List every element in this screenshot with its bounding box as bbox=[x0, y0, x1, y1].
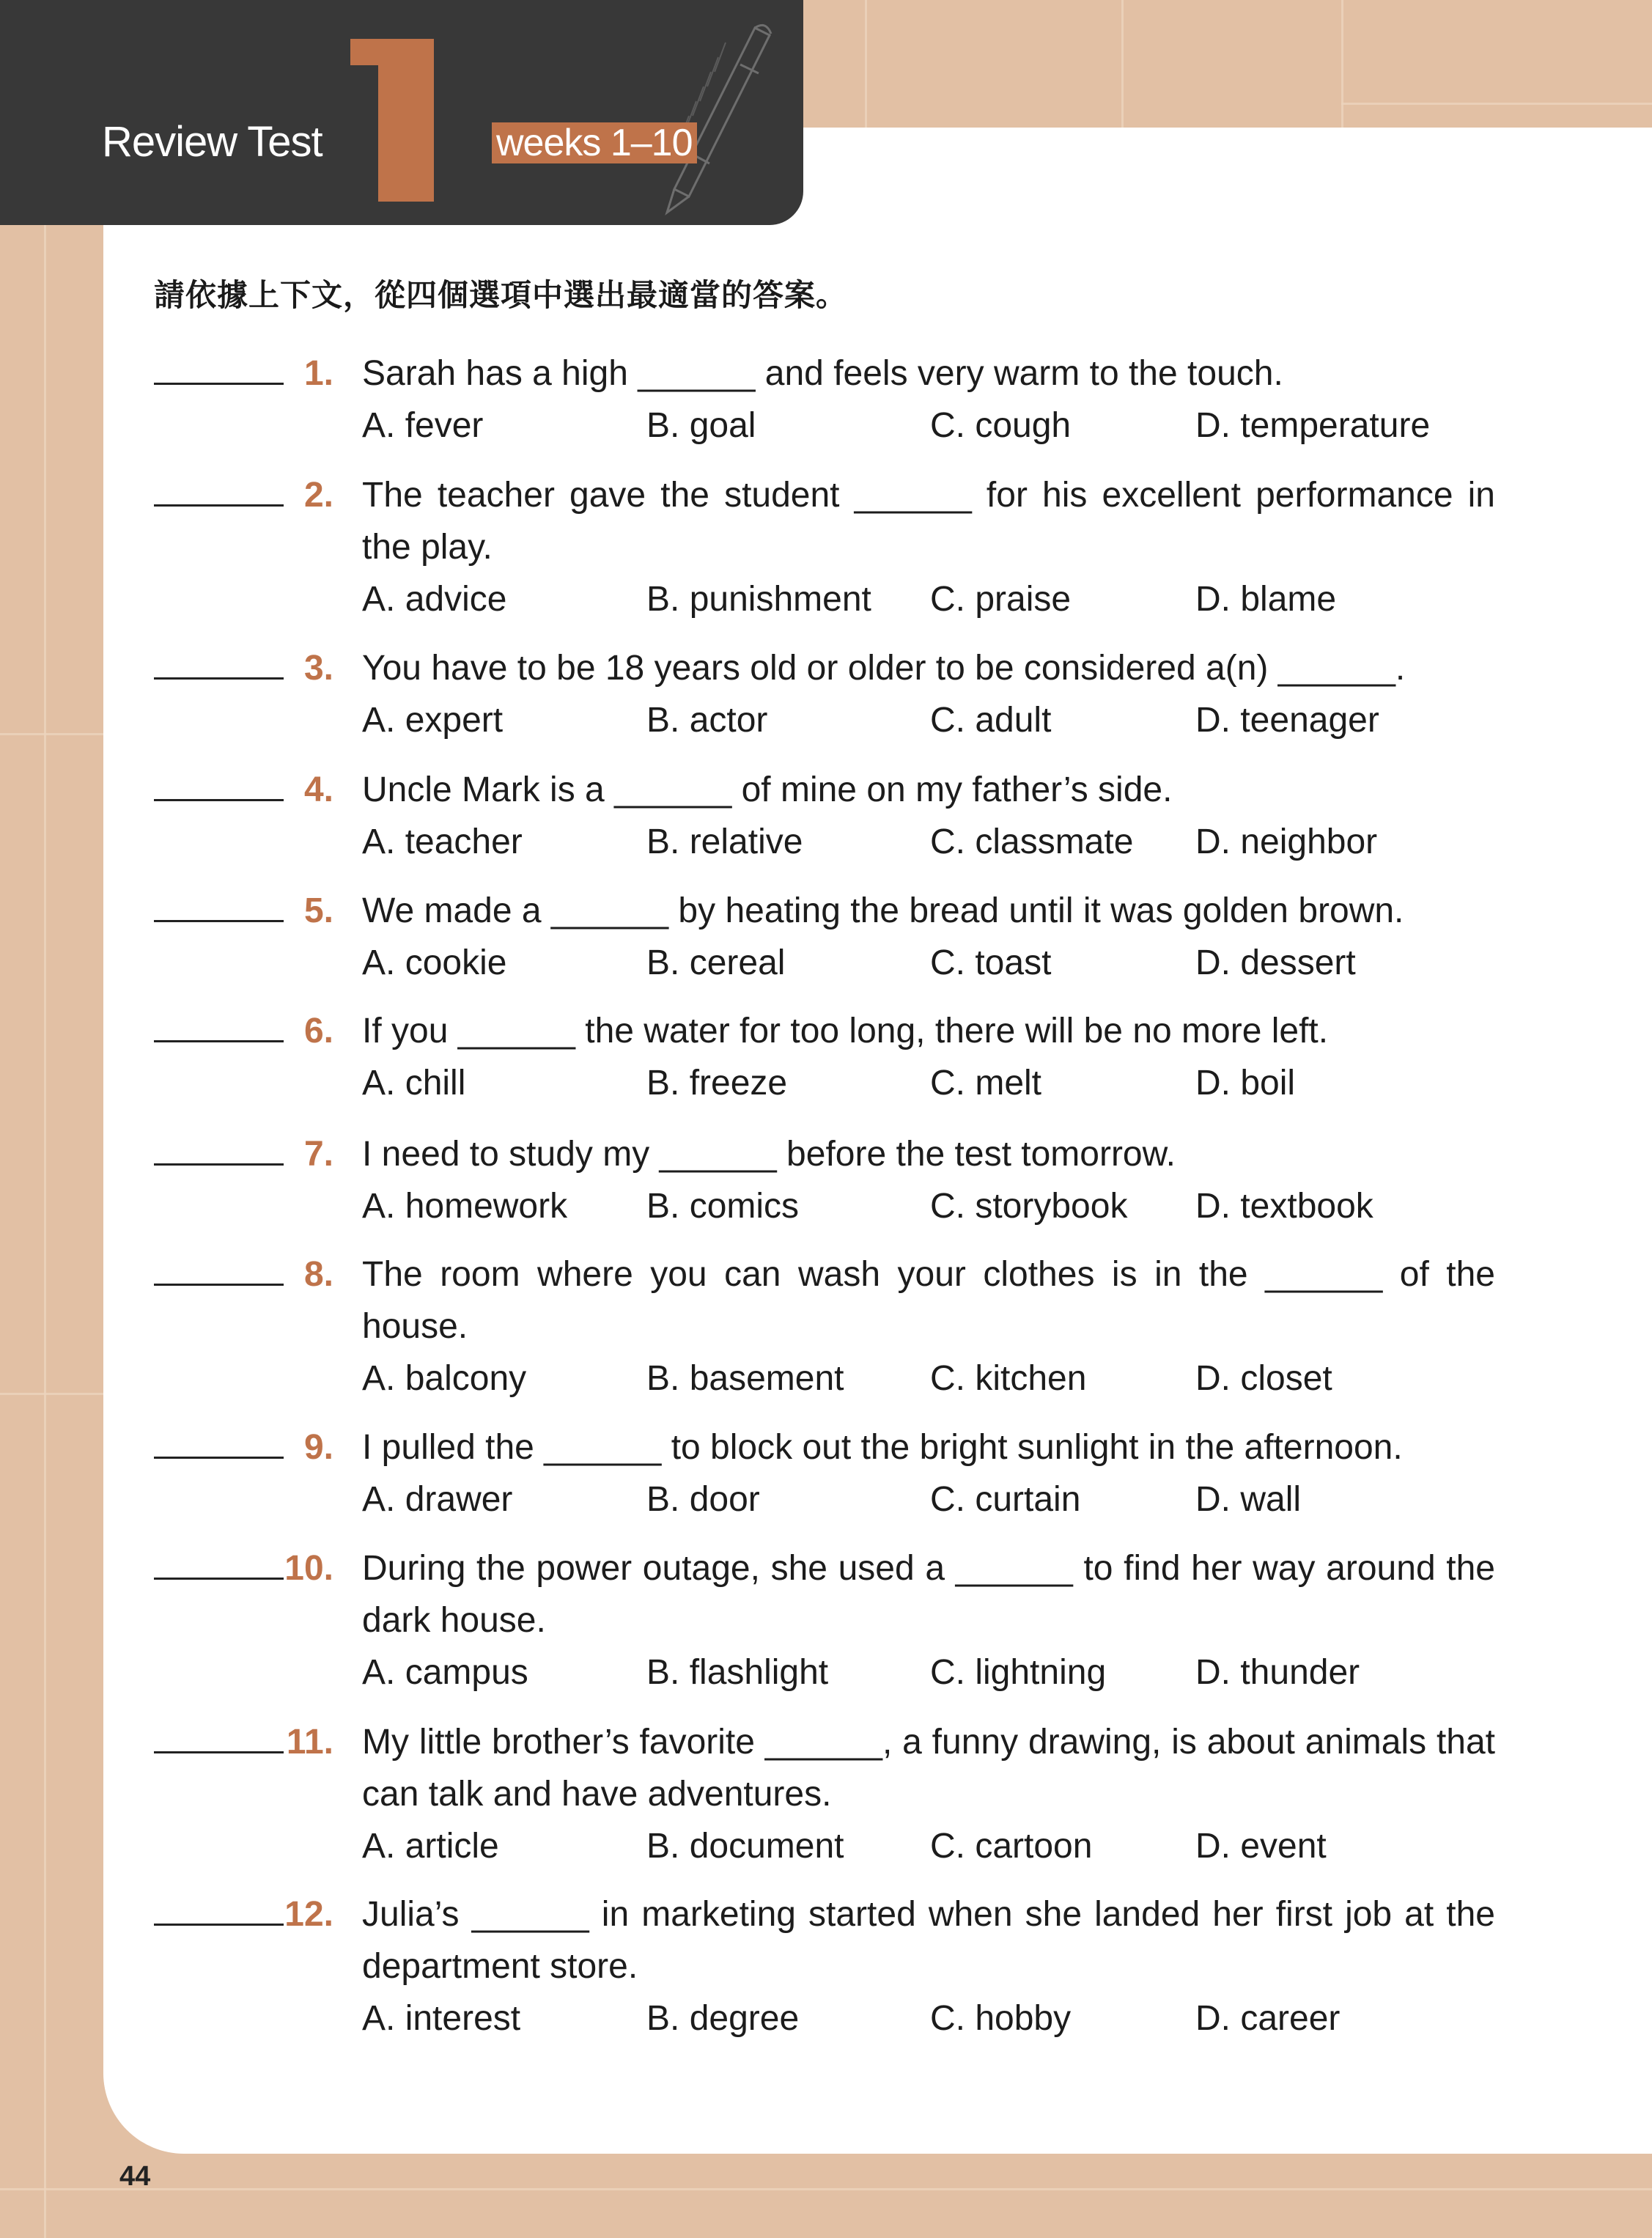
background-sketch-line bbox=[1341, 103, 1652, 105]
answer-option[interactable]: C. praise bbox=[930, 580, 1072, 619]
answer-blank[interactable] bbox=[154, 504, 284, 507]
question-stem: I need to study my ______ before the test tomorrow. bbox=[362, 1135, 1176, 1174]
answer-option[interactable]: B. comics bbox=[646, 1187, 800, 1226]
question-item bbox=[0, 885, 1652, 989]
question-number: 7. bbox=[303, 1135, 333, 1174]
answer-option[interactable]: C. cartoon bbox=[930, 1827, 1093, 1866]
background-sketch-line bbox=[865, 0, 867, 128]
answer-option[interactable]: D. wall bbox=[1195, 1480, 1302, 1519]
answer-option[interactable]: D. career bbox=[1195, 1999, 1341, 2038]
question-number: 1. bbox=[303, 354, 333, 393]
answer-option[interactable]: C. hobby bbox=[930, 1999, 1072, 2038]
question-item bbox=[0, 1716, 1652, 1872]
option-row bbox=[0, 1646, 1652, 1698]
option-row bbox=[0, 1473, 1652, 1525]
question-item bbox=[0, 1005, 1652, 1109]
question-stem: Julia’s ______ in marketing started when she landed her first job at the department store. bbox=[362, 1895, 1495, 1986]
answer-option[interactable]: D. blame bbox=[1195, 580, 1337, 619]
option-row bbox=[0, 400, 1652, 452]
question-number: 11. bbox=[286, 1723, 333, 1762]
answer-option[interactable]: A. expert bbox=[362, 701, 504, 740]
question-item bbox=[0, 1248, 1652, 1405]
answer-option[interactable]: B. door bbox=[646, 1480, 760, 1519]
question-item bbox=[0, 1421, 1652, 1525]
option-row bbox=[0, 1057, 1652, 1109]
answer-option[interactable]: C. cough bbox=[930, 406, 1072, 445]
answer-option[interactable]: C. storybook bbox=[930, 1187, 1128, 1226]
answer-option[interactable]: C. adult bbox=[930, 701, 1052, 740]
question-item bbox=[0, 347, 1652, 452]
question-number: 10. bbox=[284, 1549, 333, 1588]
answer-option[interactable]: B. flashlight bbox=[646, 1653, 829, 1692]
question-item bbox=[0, 469, 1652, 625]
answer-option[interactable]: C. curtain bbox=[930, 1480, 1081, 1519]
option-row bbox=[0, 937, 1652, 989]
answer-blank[interactable] bbox=[154, 677, 284, 680]
option-row bbox=[0, 1352, 1652, 1405]
answer-option[interactable]: B. cereal bbox=[646, 943, 786, 982]
page-number: 44 bbox=[119, 2161, 151, 2192]
background-sketch-line bbox=[1121, 0, 1124, 128]
question-item bbox=[0, 642, 1652, 746]
answer-blank[interactable] bbox=[154, 920, 284, 922]
answer-option[interactable]: D. neighbor bbox=[1195, 822, 1378, 861]
answer-option[interactable]: A. article bbox=[362, 1827, 499, 1866]
answer-option[interactable]: C. classmate bbox=[930, 822, 1134, 861]
answer-option[interactable]: D. closet bbox=[1195, 1359, 1332, 1398]
answer-option[interactable]: D. thunder bbox=[1195, 1653, 1360, 1692]
answer-blank[interactable] bbox=[154, 1924, 284, 1926]
answer-option[interactable]: A. cookie bbox=[362, 943, 507, 982]
option-row bbox=[0, 816, 1652, 868]
answer-blank[interactable] bbox=[154, 1751, 284, 1753]
answer-option[interactable]: B. basement bbox=[646, 1359, 844, 1398]
answer-blank[interactable] bbox=[154, 1040, 284, 1042]
answer-blank[interactable] bbox=[154, 799, 284, 801]
answer-option[interactable]: C. lightning bbox=[930, 1653, 1107, 1692]
test-number-graphic bbox=[378, 39, 434, 202]
question-number: 4. bbox=[303, 770, 333, 809]
option-row bbox=[0, 573, 1652, 625]
answer-option[interactable]: D. event bbox=[1195, 1827, 1327, 1866]
fountain-pen-icon bbox=[645, 21, 777, 218]
answer-option[interactable]: D. boil bbox=[1195, 1064, 1296, 1103]
question-number: 9. bbox=[303, 1428, 333, 1467]
answer-option[interactable]: B. degree bbox=[646, 1999, 800, 2038]
answer-option[interactable]: A. chill bbox=[362, 1064, 466, 1103]
answer-option[interactable]: A. interest bbox=[362, 1999, 521, 2038]
question-stem: The teacher gave the student ______ for his excellent performance in the play. bbox=[362, 476, 1495, 567]
review-test-header bbox=[0, 0, 803, 225]
header-title: Review Test bbox=[102, 118, 322, 166]
question-stem: I pulled the ______ to block out the bright sunlight in the afternoon. bbox=[362, 1428, 1403, 1467]
answer-option[interactable]: A. balcony bbox=[362, 1359, 527, 1398]
question-stem: During the power outage, she used a ______ to find her way around the dark house. bbox=[362, 1549, 1495, 1640]
answer-option[interactable]: A. drawer bbox=[362, 1480, 513, 1519]
background-sketch-line bbox=[0, 2188, 1652, 2190]
question-number: 3. bbox=[303, 649, 333, 688]
option-row bbox=[0, 1820, 1652, 1872]
question-stem: We made a ______ by heating the bread until it was golden brown. bbox=[362, 891, 1404, 930]
answer-option[interactable]: A. advice bbox=[362, 580, 507, 619]
question-number: 2. bbox=[303, 476, 333, 515]
question-item bbox=[0, 1888, 1652, 2044]
question-item bbox=[0, 1128, 1652, 1232]
answer-option[interactable]: C. kitchen bbox=[930, 1359, 1087, 1398]
answer-option[interactable]: C. toast bbox=[930, 943, 1052, 982]
option-row bbox=[0, 1992, 1652, 2044]
question-stem: My little brother’s favorite ______, a funny drawing, is about animals that can talk and have adventures. bbox=[362, 1723, 1495, 1814]
answer-option[interactable]: D. textbook bbox=[1195, 1187, 1373, 1226]
question-item bbox=[0, 764, 1652, 868]
answer-option[interactable]: B. relative bbox=[646, 822, 803, 861]
answer-option[interactable]: B. document bbox=[646, 1827, 844, 1866]
answer-blank[interactable] bbox=[154, 1457, 284, 1459]
option-row bbox=[0, 1180, 1652, 1232]
option-row bbox=[0, 694, 1652, 746]
instruction-text: 請依據上下文，從四個選項中選出最適當的答案。 bbox=[154, 277, 848, 313]
answer-option[interactable]: D. temperature bbox=[1195, 406, 1431, 445]
answer-blank[interactable] bbox=[154, 383, 284, 385]
answer-option[interactable]: A. teacher bbox=[362, 822, 523, 861]
answer-blank[interactable] bbox=[154, 1163, 284, 1166]
question-stem: If you ______ the water for too long, there will be no more left. bbox=[362, 1012, 1329, 1050]
question-number: 8. bbox=[303, 1255, 333, 1294]
background-sketch-line bbox=[1341, 0, 1343, 128]
answer-option[interactable]: B. punishment bbox=[646, 580, 871, 619]
answer-option[interactable]: B. actor bbox=[646, 701, 768, 740]
question-number: 6. bbox=[303, 1012, 333, 1050]
answer-option[interactable]: D. teenager bbox=[1195, 701, 1379, 740]
question-stem: Uncle Mark is a ______ of mine on my father’s side. bbox=[362, 770, 1173, 809]
answer-option[interactable]: A. fever bbox=[362, 406, 484, 445]
answer-option[interactable]: A. homework bbox=[362, 1187, 568, 1226]
answer-option[interactable]: A. campus bbox=[362, 1653, 528, 1692]
answer-blank[interactable] bbox=[154, 1284, 284, 1286]
answer-option[interactable]: B. freeze bbox=[646, 1064, 788, 1103]
question-number: 12. bbox=[284, 1895, 333, 1934]
answer-blank[interactable] bbox=[154, 1578, 284, 1580]
question-stem: Sarah has a high ______ and feels very warm to the touch. bbox=[362, 354, 1283, 393]
question-stem: You have to be 18 years old or older to be considered a(n) ______. bbox=[362, 649, 1406, 688]
answer-option[interactable]: B. goal bbox=[646, 406, 756, 445]
weeks-label: weeks 1–10 bbox=[492, 122, 697, 163]
question-stem: The room where you can wash your clothes is in the ______ of the house. bbox=[362, 1255, 1495, 1346]
answer-option[interactable]: D. dessert bbox=[1195, 943, 1356, 982]
question-item bbox=[0, 1542, 1652, 1698]
answer-option[interactable]: C. melt bbox=[930, 1064, 1042, 1103]
question-number: 5. bbox=[303, 891, 333, 930]
